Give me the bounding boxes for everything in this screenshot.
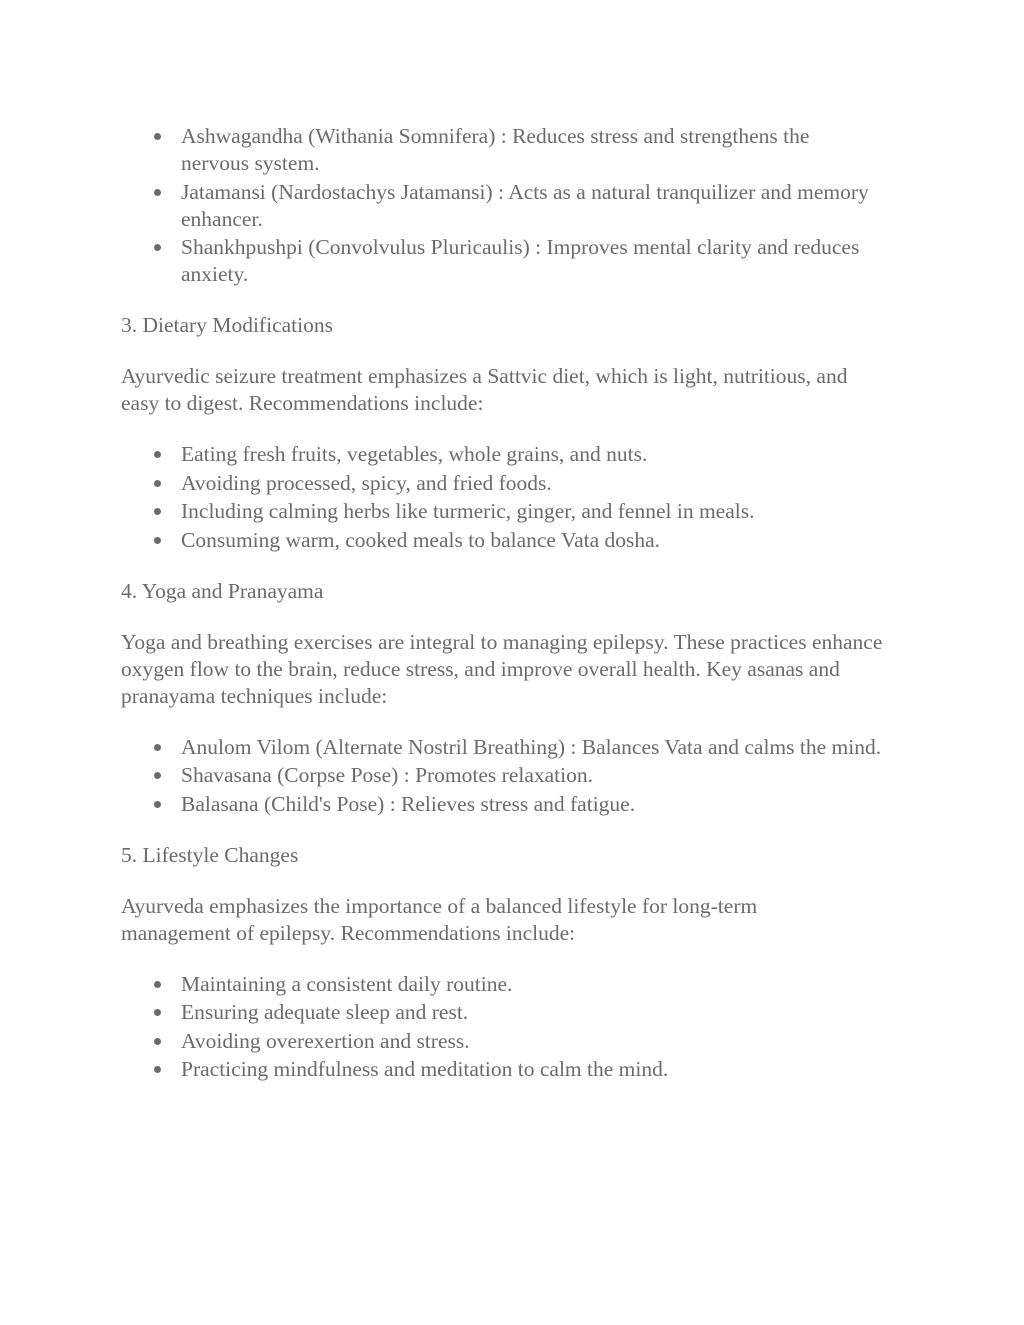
diet-list [121, 441, 901, 554]
list-item [121, 999, 901, 1026]
list-item [121, 441, 901, 468]
list-item-text: Balasana (Child's Pose) : Relieves stress and fatigue. [181, 791, 636, 816]
list-item-text: Avoiding processed, spicy, and fried foods. [181, 470, 552, 495]
section-heading-lifestyle: 5. Lifestyle Changes [121, 842, 299, 867]
list-item-text: Shavasana (Corpse Pose) : Promotes relaxation. [181, 763, 593, 787]
bullet-icon [154, 744, 161, 751]
herbs-list [121, 123, 881, 288]
lifestyle-intro-paragraph: Ayurveda emphasizes the importance of a balanced lifestyle for long-term management of epilepsy. Recommendations include: [121, 893, 758, 945]
bullet-icon [154, 189, 161, 196]
list-item-text: Shankhpushpi (Convolvulus Pluricaulis) : Improves mental clarity and reduces anxiety. [181, 235, 860, 286]
list-item [121, 123, 881, 177]
bullet-icon [154, 801, 161, 808]
list-item [121, 470, 901, 497]
bullet-icon [154, 1038, 161, 1045]
list-item [121, 791, 896, 818]
bullet-icon [154, 772, 161, 779]
lifestyle-list [121, 971, 901, 1084]
list-item-text: Including calming herbs like turmeric, ginger, and fennel in meals. [181, 499, 755, 523]
list-item-text: Practicing mindfulness and meditation to calm the mind. [181, 1057, 669, 1081]
diet-intro-paragraph: Ayurvedic seizure treatment emphasizes a Sattvic diet, which is light, nutritious, and easy to digest. Recommendations include: [121, 364, 848, 415]
list-item-text: Avoiding overexertion and stress. [181, 1028, 470, 1053]
section-heading-yoga: 4. Yoga and Pranayama [121, 578, 324, 603]
yoga-list [121, 734, 896, 818]
bullet-icon [154, 451, 161, 458]
bullet-icon [154, 537, 161, 544]
bullet-icon [154, 133, 161, 140]
list-item-text: Jatamansi (Nardostachys Jatamansi) : Acts as a natural tranquilizer and memory enhancer. [181, 179, 869, 231]
list-item [121, 234, 881, 288]
list-item [121, 179, 881, 233]
bullet-icon [154, 1009, 161, 1016]
list-item [121, 1028, 901, 1055]
bullet-icon [154, 981, 161, 988]
bullet-icon [154, 508, 161, 515]
list-item-text: Consuming warm, cooked meals to balance Vata dosha. [181, 527, 661, 552]
list-item [121, 762, 896, 789]
list-item [121, 498, 901, 525]
section-heading-diet: 3. Dietary Modifications [121, 313, 333, 337]
bullet-icon [154, 1066, 161, 1073]
list-item [121, 971, 901, 998]
list-item-text: Maintaining a consistent daily routine. [181, 971, 513, 996]
list-item [121, 734, 896, 761]
list-item [121, 1056, 901, 1083]
list-item-text: Eating fresh fruits, vegetables, whole grains, and nuts. [181, 442, 648, 466]
list-item-text: Anulom Vilom (Alternate Nostril Breathing) : Balances Vata and calms the mind. [181, 734, 882, 759]
list-item-text: Ashwagandha (Withania Somnifera) : Reduces stress and strengthens the nervous system. [181, 124, 810, 175]
bullet-icon [154, 480, 161, 487]
bullet-icon [154, 244, 161, 251]
list-item-text: Ensuring adequate sleep and rest. [181, 1000, 469, 1024]
list-item [121, 527, 901, 554]
yoga-intro-paragraph: Yoga and breathing exercises are integral to managing epilepsy. These practices enhance oxygen flow to the brain, reduce stress, and improve overall health. Key asanas and pranayama techniques include: [121, 629, 883, 708]
document-page [121, 123, 901, 1085]
